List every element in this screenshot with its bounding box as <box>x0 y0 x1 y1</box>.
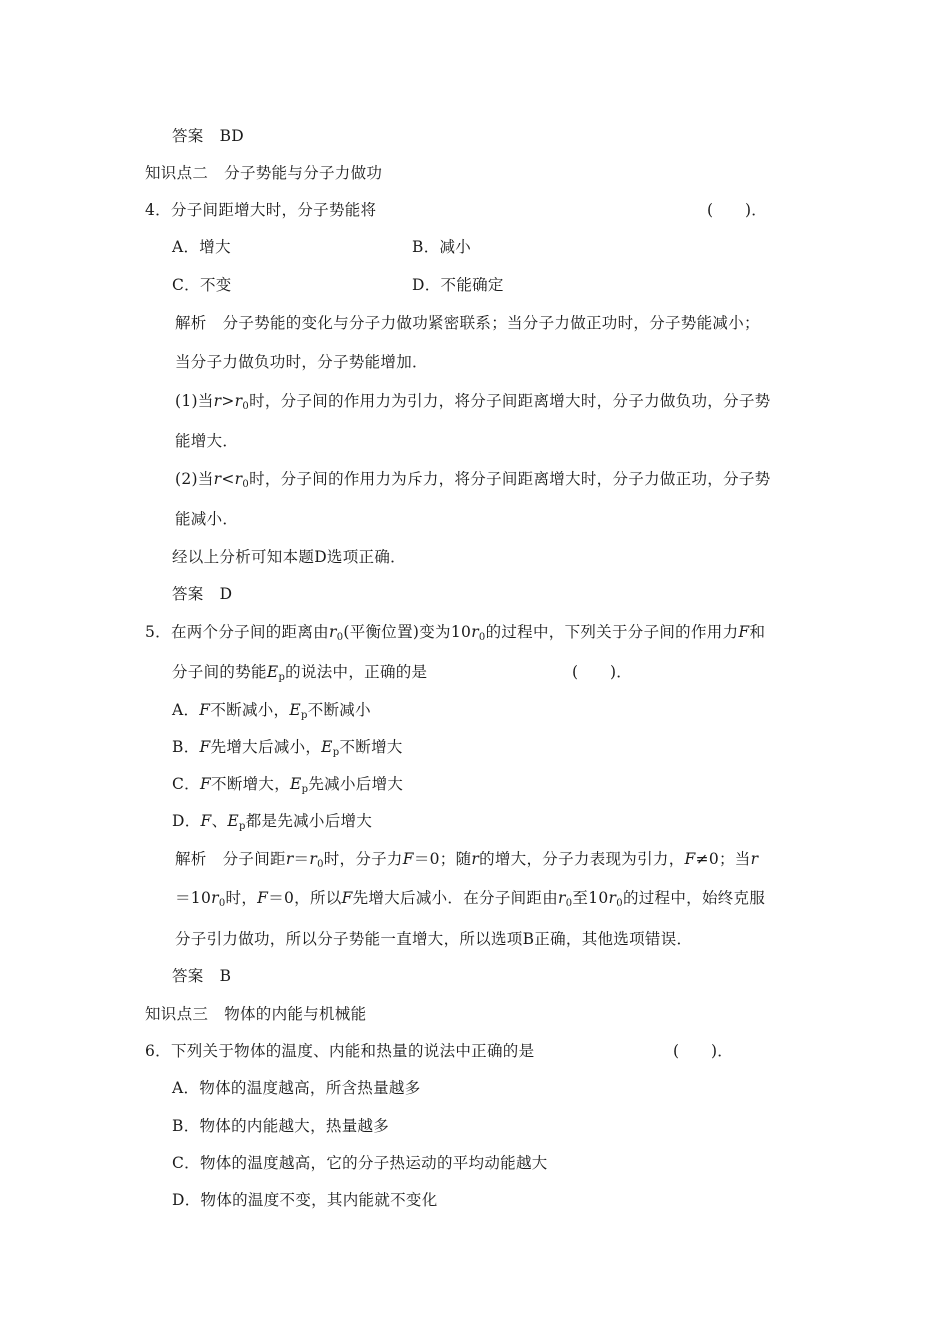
var-r0: r <box>234 470 243 488</box>
q5-analysis-line-3 <box>175 929 692 949</box>
case-text: 能增大． <box>175 432 239 450</box>
var-E: E <box>289 701 301 719</box>
analysis-text: 分子间距 <box>222 850 286 868</box>
answer-value: BD <box>219 127 245 145</box>
var-r0: r <box>558 889 566 907</box>
analysis-text: 时，分子力 <box>323 850 403 868</box>
var-r0: r <box>608 889 617 907</box>
subscript: 0 <box>317 859 324 870</box>
analysis-text: ≠0；当 <box>695 850 751 868</box>
q3-answer <box>172 126 244 146</box>
question-4-stem <box>145 200 785 220</box>
analysis-text: 当分子力做负功时，分子势能增加． <box>175 353 428 371</box>
question-text: 分子间的势能 <box>172 663 267 681</box>
question-text: 的说法中，正确的是 <box>285 663 428 681</box>
option-b: B．减小 <box>412 238 472 256</box>
answer-label: 答案 <box>172 585 204 603</box>
answer-value: B <box>219 967 232 985</box>
subscript: p <box>239 821 246 832</box>
var-E: E <box>227 812 240 830</box>
var-r: r <box>285 850 294 868</box>
analysis-label: 解析 <box>175 314 207 332</box>
option-text: 先增大后减小， <box>210 738 322 756</box>
option-text: C．物体的温度越高，它的分子热运动的平均动能越大 <box>172 1154 548 1172</box>
subscript: p <box>278 672 286 683</box>
var-F: F <box>199 701 211 719</box>
option-letter: A． <box>172 701 200 719</box>
op-lt: < <box>221 470 235 488</box>
analysis-text: 分子势能的变化与分子力做功紧密联系；当分子力做正功时，分子势能减小； <box>222 314 760 332</box>
q4-options-row-2 <box>172 275 672 295</box>
q4-case-1-cont <box>175 431 238 451</box>
q4-case-1 <box>175 391 770 411</box>
op-gt: > <box>221 392 235 410</box>
q5-option-d <box>172 811 372 831</box>
var-F: F <box>257 889 269 907</box>
analysis-text: 先增大后减小．在分子间距由 <box>352 889 559 907</box>
section-title: 物体的内能与机械能 <box>224 1005 367 1023</box>
var-r0: r <box>471 623 479 641</box>
var-r0: r <box>234 392 243 410</box>
question-text: 5．在两个分子间的距离由 <box>145 623 329 641</box>
option-text: A．物体的温度越高，所含热量越多 <box>172 1079 421 1097</box>
q6-option-d <box>172 1190 438 1210</box>
case-text: 能减小． <box>175 510 239 528</box>
subscript: p <box>332 747 340 758</box>
option-text: 不断减小， <box>210 701 290 719</box>
question-text: 和 <box>749 623 766 641</box>
var-r0: r <box>328 623 337 641</box>
q4-case-2 <box>175 469 770 489</box>
question-text: (平衡位置)变为10 <box>343 623 472 641</box>
case-text: 时，分子间的作用力为引力，将分子间距离增大时，分子力做负功，分子势 <box>249 392 771 410</box>
question-6-stem <box>145 1041 765 1061</box>
var-F: F <box>199 738 211 756</box>
option-text: 、 <box>211 812 228 830</box>
answer-paren: ( )． <box>673 1042 734 1060</box>
question-5-stem-1 <box>145 622 765 642</box>
analysis-text: ＝10 <box>175 889 212 907</box>
var-r0: r <box>309 850 318 868</box>
q6-option-c <box>172 1153 548 1173</box>
subscript: 0 <box>242 479 250 490</box>
question-text: 4．分子间距增大时，分子势能将 <box>145 201 377 219</box>
option-text: 不断增大， <box>211 775 291 793</box>
q5-answer <box>172 966 231 986</box>
case-prefix: (1)当 <box>175 392 214 410</box>
answer-value: D <box>219 585 233 603</box>
case-text: 时，分子间的作用力为斥力，将分子间距离增大时，分子力做正功，分子势 <box>249 470 771 488</box>
subscript: 0 <box>616 898 623 909</box>
q4-answer <box>172 584 232 604</box>
section-label: 知识点二 <box>145 164 209 182</box>
subscript: p <box>301 710 308 721</box>
var-r: r <box>471 850 480 868</box>
q5-analysis-line-1 <box>175 849 758 869</box>
analysis-text: 的过程中，始终克服 <box>622 889 766 907</box>
var-F: F <box>738 623 750 641</box>
analysis-text: 时， <box>225 889 258 907</box>
option-letter: C． <box>172 775 200 793</box>
q4-analysis-line-1 <box>175 313 760 333</box>
q4-options-row-1 <box>172 237 672 257</box>
var-F: F <box>402 850 414 868</box>
section-heading-3 <box>145 1004 366 1024</box>
analysis-text: 至10 <box>572 889 609 907</box>
q5-analysis-line-2 <box>175 888 765 908</box>
var-F: F <box>341 889 353 907</box>
var-r: r <box>213 392 222 410</box>
q4-conclusion <box>172 547 406 567</box>
answer-label: 答案 <box>172 967 204 985</box>
option-text: B．物体的内能越大，热量越多 <box>172 1117 390 1135</box>
option-letter: B． <box>172 738 200 756</box>
option-text: 都是先减小后增大 <box>245 812 373 830</box>
analysis-text: ＝0，所以 <box>268 889 342 907</box>
q6-option-b <box>172 1116 389 1136</box>
analysis-label: 解析 <box>175 850 207 868</box>
var-r: r <box>750 850 759 868</box>
answer-paren: ( )． <box>707 201 768 219</box>
answer-label: 答案 <box>172 127 204 145</box>
question-5-stem-2 <box>172 662 652 682</box>
option-text: 不断减小 <box>307 701 371 719</box>
subscript: 0 <box>336 632 344 643</box>
var-F: F <box>199 775 212 793</box>
q5-option-c <box>172 774 403 794</box>
var-F: F <box>684 850 696 868</box>
analysis-text: ＝0；随 <box>413 850 472 868</box>
subscript: 0 <box>242 401 250 412</box>
case-prefix: (2)当 <box>175 470 214 488</box>
subscript: 0 <box>478 632 486 643</box>
var-F: F <box>200 812 212 830</box>
subscript: p <box>301 784 309 795</box>
section-title: 分子势能与分子力做功 <box>224 164 383 182</box>
subscript: 0 <box>218 898 226 909</box>
option-letter: D． <box>172 812 201 830</box>
q4-case-2-cont <box>175 509 238 529</box>
var-E: E <box>321 738 333 756</box>
question-text: 6．下列关于物体的温度、内能和热量的说法中正确的是 <box>145 1042 535 1060</box>
option-a: A．增大 <box>172 238 231 256</box>
option-d: D．不能确定 <box>412 276 504 294</box>
option-text: D．物体的温度不变，其内能就不变化 <box>172 1191 438 1209</box>
question-text: 的过程中，下列关于分子间的作用力 <box>485 623 739 641</box>
analysis-text: ＝ <box>293 850 310 868</box>
section-label: 知识点三 <box>145 1005 209 1023</box>
var-r: r <box>213 470 222 488</box>
var-r0: r <box>211 889 219 907</box>
option-c: C．不变 <box>172 276 232 294</box>
analysis-text: 的增大，分子力表现为引力， <box>479 850 685 868</box>
answer-paren: ( )． <box>572 663 633 681</box>
q4-analysis-line-2 <box>175 352 428 372</box>
option-text: 不断增大 <box>339 738 403 756</box>
option-text: 先减小后增大 <box>308 775 404 793</box>
q6-option-a <box>172 1078 421 1098</box>
subscript: 0 <box>565 898 573 909</box>
conclusion-text: 经以上分析可知本题D选项正确． <box>172 548 406 566</box>
var-E: E <box>266 663 279 681</box>
analysis-text: 分子引力做功，所以分子势能一直增大，所以选项B正确，其他选项错误． <box>175 930 693 948</box>
var-E: E <box>290 775 302 793</box>
section-heading-2 <box>145 163 382 183</box>
q5-option-a <box>172 700 371 720</box>
q5-option-b <box>172 737 403 757</box>
